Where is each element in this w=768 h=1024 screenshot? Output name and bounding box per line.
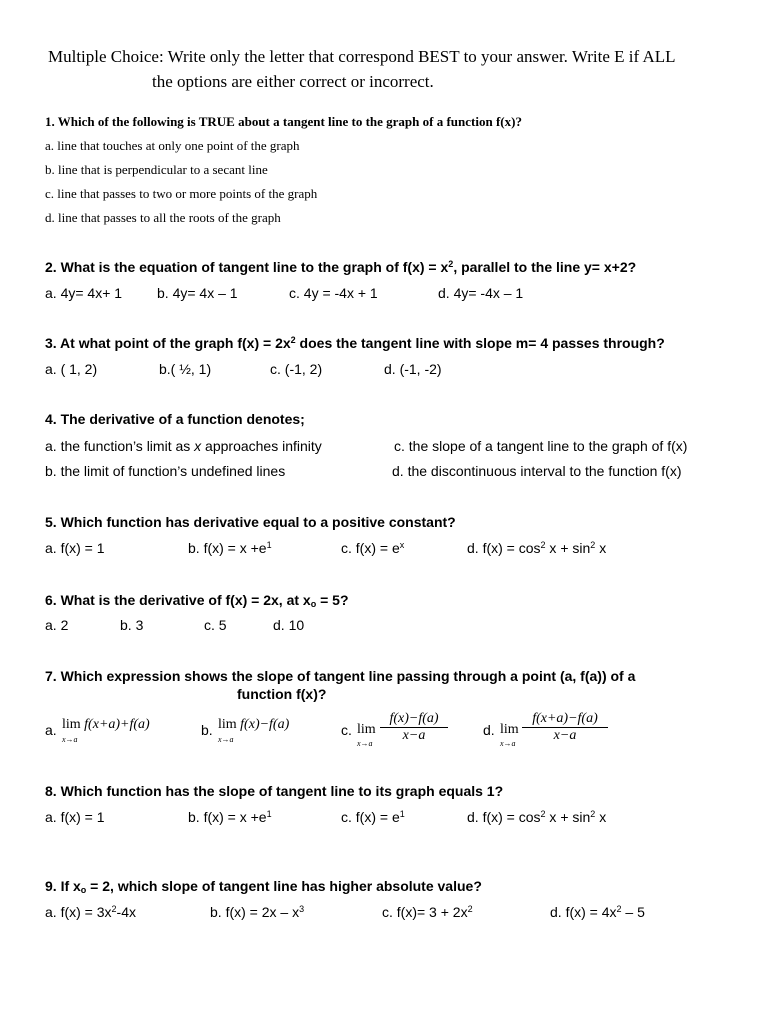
instructions-line-2: the options are either correct or incorrect. (152, 72, 434, 91)
q6-option-a: a. 2 (45, 617, 69, 633)
q8-option-c: c. $f(x) = e^1$ (341, 809, 405, 825)
q3-option-d: d. (-1, -2) (384, 361, 442, 377)
q2-option-b: b. 4y= 4x – 1 (157, 285, 238, 301)
q4-option-d: d. the discontinuous interval to the function f(x) (392, 463, 682, 479)
q7-option-d-lim: lim (500, 722, 519, 737)
q2-option-c: c. 4y = -4x + 1 (289, 285, 378, 301)
question-7-line-1: 7. Which expression shows the slope of tangent line passing through a point (a, f(a)) of a (45, 668, 636, 684)
q7-option-b-limit-sub: x→a (218, 735, 234, 744)
q2-option-d: d. 4y= -4x – 1 (438, 285, 524, 301)
q5-option-c: c. $f(x) = e^x$ (341, 540, 405, 556)
q9-option-d: d. $f(x) = 4x^2 - 5$ (550, 904, 645, 920)
q7-option-c-label: c. (341, 722, 352, 738)
question-1: 1. Which of the following is TRUE about a tangent line to the graph of a function f(x)? (45, 114, 522, 129)
q7-option-b-label: b. (201, 722, 213, 738)
instructions-line-1: Multiple Choice: Write only the letter that correspond BEST to your answer. Write E if ALL (48, 47, 676, 66)
q1-option-a: a. line that touches at only one point of the graph (45, 138, 300, 153)
q4-option-a: a. the function’s limit as x approaches infinity (45, 438, 322, 454)
q8-option-b: b. $f(x) = x +e^1$ (188, 809, 272, 825)
question-4: 4. The derivative of a function denotes; (45, 411, 305, 427)
q8-option-a: a. f(x) = 1 (45, 809, 105, 825)
q7-option-a-limit-sub: x→a (62, 735, 78, 744)
question-6: 6. What is the derivative of f(x) = 2x, at $x_o = 5$? (45, 592, 349, 609)
q7-option-d-label: d. (483, 722, 495, 738)
q7-option-a-expression: lim f(x+a)+f(a) (62, 717, 150, 732)
q3-option-a: a. ( 1, 2) (45, 361, 98, 377)
q7-option-d-limit-sub: x→a (500, 739, 516, 748)
q5-option-d: d. $f(x) = \cos^2 x + \sin^2 x$ (467, 540, 607, 556)
q7-option-c-limit-sub: x→a (357, 739, 373, 748)
q9-option-b: b. $f(x) = 2x - x^3$ (210, 904, 305, 920)
q6-option-c: c. 5 (204, 617, 227, 633)
q3-option-c: c. (-1, 2) (270, 361, 323, 377)
q2-option-a: a. 4y= 4x+ 1 (45, 285, 123, 301)
q7-option-c-lim: lim (357, 722, 376, 737)
q9-option-a: a. $f(x) = 3x^2-4x$ (45, 904, 136, 920)
q4-option-c: c. the slope of a tangent line to the graph of f(x) (394, 438, 688, 454)
question-3: 3. At what point of the graph $f(x) = 2x^2$ does the tangent line with slope m= 4 passes through? (45, 335, 665, 351)
q3-option-b: b.( ½, 1) (159, 361, 212, 377)
question-8: 8. Which function has the slope of tangent line to its graph equals 1? (45, 783, 504, 799)
q7-option-d-fraction: $\frac{f(x+a)-f(a)}{x-a}$ (522, 711, 608, 744)
q8-option-d: d. $f(x) = \cos^2 x + \sin^2 x$ (467, 809, 607, 825)
question-5: 5. Which function has derivative equal to a positive constant? (45, 514, 456, 530)
q9-option-c: c. $f(x)= 3 + 2x^2$ (382, 904, 473, 920)
q6-option-b: b. 3 (120, 617, 144, 633)
question-7-line-2: function f(x)? (237, 686, 327, 702)
question-9: 9. If $x_o = 2$, which slope of tangent line has higher absolute value? (45, 878, 482, 895)
question-2: 2. What is the equation of tangent line to the graph of $f(x) = x^2$, parallel to the line y= x+2? (45, 259, 637, 275)
q5-option-a: a. f(x) = 1 (45, 540, 105, 556)
q4-option-b: b. the limit of function’s undefined lines (45, 463, 286, 479)
q5-option-b: b. $f(x) = x +e^1$ (188, 540, 272, 556)
q7-option-b-expression: lim f(x)−f(a) (218, 717, 290, 732)
q7-option-a-label: a. (45, 722, 57, 738)
q1-option-c: c. line that passes to two or more points of the graph (45, 186, 318, 201)
q1-option-b: b. line that is perpendicular to a secant line (45, 162, 268, 177)
q7-option-c-fraction: $\frac{f(x)-f(a)}{x-a}$ (380, 711, 448, 744)
q6-option-d: d. 10 (273, 617, 305, 633)
q1-option-d: d. line that passes to all the roots of the graph (45, 210, 281, 225)
